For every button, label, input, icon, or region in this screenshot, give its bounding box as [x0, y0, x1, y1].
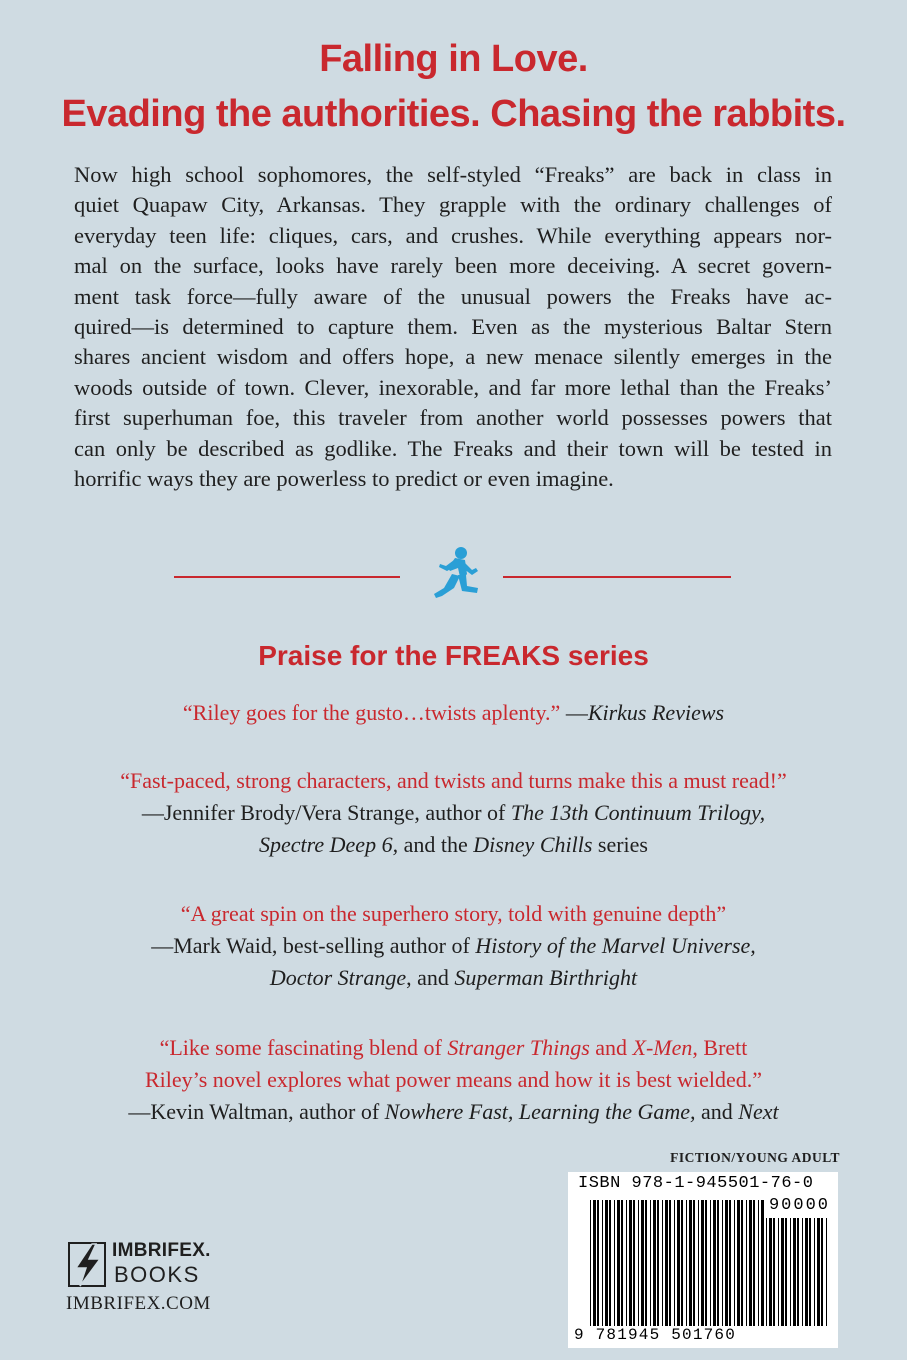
barcode-bar [657, 1200, 659, 1326]
lightning-bolt-icon [68, 1242, 108, 1288]
barcode-bar [758, 1200, 759, 1326]
barcode-bar [797, 1218, 799, 1326]
barcode-addon-bars [766, 1218, 830, 1326]
barcode-bar [793, 1218, 796, 1326]
barcode-bar [749, 1200, 752, 1326]
barcode-bar [698, 1200, 699, 1326]
barcode-bar [785, 1218, 787, 1326]
isbn-barcode [568, 1172, 838, 1348]
quote-text: and [589, 1035, 633, 1060]
barcode-bar [741, 1200, 743, 1326]
barcode-bar [753, 1200, 755, 1326]
quote-text: “A great spin on the superhero story, told with genuine depth” [180, 901, 727, 926]
barcode-bar [593, 1200, 596, 1326]
barcode-bar [614, 1200, 615, 1326]
headline-line-1: Falling in Love. [319, 38, 588, 80]
quote-attribution: —Jennifer Brody/Vera Strange, author of [141, 800, 511, 825]
quote-text: “Riley goes for the gusto…twists aplenty.” [182, 700, 561, 725]
barcode-bar [641, 1200, 644, 1326]
quote-attribution: —Mark Waid, best-selling author of [151, 933, 476, 958]
praise-quote-brody [0, 765, 907, 861]
barcode-bar [686, 1200, 687, 1326]
barcode-bar [713, 1200, 716, 1326]
divider-line-left [174, 576, 400, 578]
barcode-bar [802, 1218, 803, 1326]
publisher-name: IMBRIFEX. [112, 1240, 211, 1261]
barcode-bar [669, 1200, 671, 1326]
divider-line-right [503, 576, 731, 578]
barcode-bar [597, 1200, 599, 1326]
barcode-bar [746, 1200, 747, 1326]
blurb-line: ment task force—fully aware of the unusual powers the Freaks have ac- [74, 283, 832, 309]
barcode-bar [693, 1200, 695, 1326]
genre-category: FICTION/YOUNG ADULT [670, 1150, 840, 1165]
quote-title: Doctor Strange [269, 965, 407, 990]
barcode-bar [717, 1200, 719, 1326]
quote-text: , Brett [692, 1035, 748, 1060]
headline-line-2: Evading the authorities. Chasing the rabbits. [61, 93, 846, 135]
quote-attribution: series [592, 832, 648, 857]
blurb-line: can only be described as godlike. The Freaks and their town will be tested in [74, 435, 832, 461]
isbn-number: ISBN 978-1-945501-76-0 [578, 1174, 814, 1193]
barcode-bar [677, 1200, 680, 1326]
barcode-bar [817, 1218, 820, 1326]
barcode-digits: 9 781945 501760 [574, 1326, 737, 1344]
blurb-paragraph [74, 160, 832, 494]
barcode-bar [689, 1200, 692, 1326]
quote-title: History of the Marvel Universe, [475, 933, 756, 958]
barcode-bar [626, 1200, 627, 1326]
quote-title: The 13th Continuum Trilogy, [510, 800, 766, 825]
praise-quote-waltman [0, 1032, 907, 1128]
barcode-bar [722, 1200, 723, 1326]
barcode-bar [778, 1218, 779, 1326]
barcode-bar [790, 1218, 791, 1326]
barcode-bar [590, 1200, 591, 1326]
quote-source: Kirkus Reviews [587, 700, 725, 725]
quote-title: Spectre Deep 6, [259, 832, 399, 857]
quote-title: Superman Birthright [454, 965, 638, 990]
barcode-bar [681, 1200, 683, 1326]
barcode-bar [729, 1200, 731, 1326]
running-figure-icon [420, 544, 486, 610]
publisher-imprint: BOOKS [114, 1262, 200, 1287]
barcode-bar [821, 1218, 823, 1326]
quote-text: Riley’s novel explores what power means and how it is best wielded.” [144, 1067, 763, 1092]
blurb-line: quiet Quapaw City, Arkansas. They grapple with the ordinary challenges of [74, 192, 832, 218]
quote-attribution: and the [398, 832, 474, 857]
barcode-bar [674, 1200, 675, 1326]
publisher-logo [68, 1242, 238, 1290]
quote-title: Next [738, 1099, 779, 1124]
price-code: 90000 [768, 1196, 830, 1215]
barcode-bar [645, 1200, 647, 1326]
barcode-bar [602, 1200, 603, 1326]
quote-dash: — [560, 700, 588, 725]
barcode-bar [705, 1200, 707, 1326]
praise-heading: Praise for the FREAKS series [258, 640, 649, 671]
blurb-line: first superhuman foe, this traveler from another world possesses powers that [74, 405, 832, 431]
blurb-line: Now high school sophomores, the self-styled “Freaks” are back in class in [74, 162, 832, 187]
blurb-line: shares ancient wisdom and offers hope, a new menace silently emerges in the [74, 344, 832, 370]
barcode-bar [638, 1200, 639, 1326]
quote-title: Stranger Things [447, 1035, 590, 1060]
blurb-line: horrific ways they are powerless to predict or even imagine. [74, 466, 614, 492]
barcode-bar [633, 1200, 635, 1326]
barcode-bar [662, 1200, 663, 1326]
quote-text: “Fast-paced, strong characters, and twists and turns make this a must read!” [120, 768, 787, 793]
publisher-website: IMBRIFEX.COM [66, 1293, 211, 1314]
blurb-line: everyday teen life: cliques, cars, and crushes. While everything appears nor- [74, 222, 832, 248]
barcode-bar [621, 1200, 623, 1326]
quote-attribution: and [695, 1099, 739, 1124]
quote-attribution: —Kevin Waltman, author of [128, 1099, 385, 1124]
blurb-line: quired—is determined to capture them. Even as the mysterious Baltar Stern [74, 314, 832, 340]
barcode-bar [653, 1200, 656, 1326]
barcode-bar [805, 1218, 808, 1326]
barcode-bars [590, 1200, 766, 1326]
barcode-bar [710, 1200, 711, 1326]
blurb-line: mal on the surface, looks have rarely been more deceiving. A secret govern- [74, 253, 832, 279]
quote-title: X-Men [632, 1035, 693, 1060]
barcode-bar [769, 1218, 772, 1326]
quote-title: Nowhere Fast, Learning the Game, [384, 1099, 696, 1124]
barcode-bar [665, 1200, 668, 1326]
praise-quote-kirkus [0, 697, 907, 729]
barcode-bar [617, 1200, 620, 1326]
barcode-bar [814, 1218, 815, 1326]
barcode-bar [734, 1200, 735, 1326]
praise-quote-waid [0, 898, 907, 994]
barcode-bar [826, 1218, 827, 1326]
quote-title: Disney Chills [473, 832, 593, 857]
barcode-bar [737, 1200, 740, 1326]
barcode-bar [629, 1200, 632, 1326]
barcode-bar [773, 1218, 775, 1326]
barcode-bar [809, 1218, 811, 1326]
quote-text: “Like some fascinating blend of [159, 1035, 448, 1060]
barcode-bar [701, 1200, 704, 1326]
barcode-bar [605, 1200, 608, 1326]
barcode-bar [761, 1200, 764, 1326]
blurb-line: woods outside of town. Clever, inexorable, and far more lethal than the Freaks’ [74, 374, 832, 400]
barcode-bar [609, 1200, 611, 1326]
barcode-bar [725, 1200, 728, 1326]
barcode-bar [766, 1218, 767, 1326]
quote-attribution: , and [406, 965, 455, 990]
barcode-bar [650, 1200, 651, 1326]
barcode-bar [781, 1218, 784, 1326]
